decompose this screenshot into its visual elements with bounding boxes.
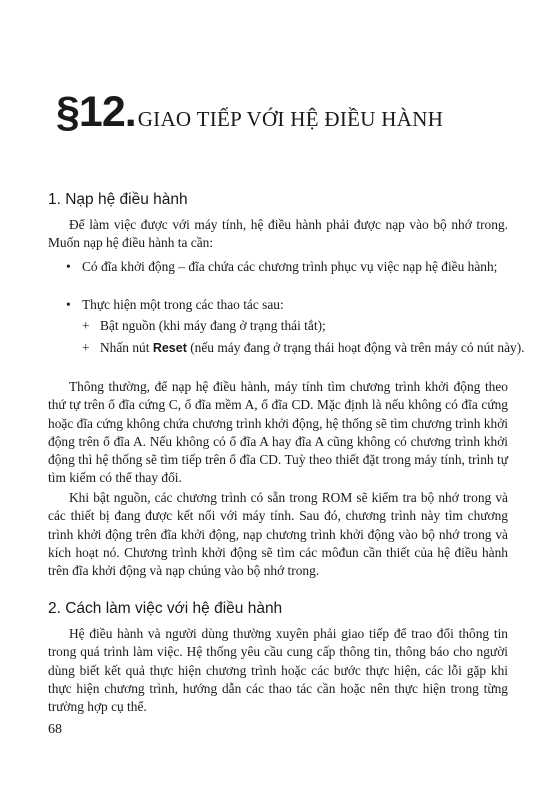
sub-bullet-reset: [82, 339, 528, 357]
section-1-paragraph-boot-order: Thông thường, để nạp hệ điều hành, máy tính tìm chương trình khởi động theo thứ tự trên ổ đĩa cứng C, ổ đĩa mềm A, ổ đĩa CD. Mặc định là nếu không có đĩa cứng hoặc đĩa cứng không chứa chương trình khởi động, hệ thống sẽ tìm chương trình khởi động trên ổ đĩa A. Nếu không có ổ đĩa A hay đĩa A cũng không có chương trình khởi động thì hệ thống sẽ tìm tiếp trên ổ đĩa CD. Tuỳ theo thiết đặt trong máy tính, trình tự tìm kiếm có thể thay đổi.: [48, 379, 508, 486]
bullet-actions: [66, 296, 525, 314]
section-2-paragraph: Hệ điều hành và người dùng thường xuyên phải giao tiếp để trao đổi thông tin trong quá trình làm việc. Hệ thống yêu cầu cung cấp thông tin, thông báo cho người dùng biết kết quả thực hiện chương trình hoặc các bước thực hiện, các lỗi gặp khi thực hiện chương trình, hướng dẫn các thao tác cần hoặc nên thực hiện trong từng trường hợp cụ thể.: [48, 626, 508, 715]
bullet-text: Thực hiện một trong các thao tác sau:: [82, 297, 284, 312]
section-2-heading: 2. Cách làm việc với hệ điều hành: [48, 600, 283, 617]
sub-bullet-power-on: [82, 317, 528, 335]
bullet-marker: •: [66, 259, 71, 274]
sub-bullet-text-end: (nếu máy đang ở trạng thái hoạt động và trên máy có nút này).: [186, 340, 525, 355]
sub-bullet-marker: +: [82, 340, 90, 355]
page-number: 68: [48, 722, 62, 737]
section-1-paragraph-rom: Khi bật nguồn, các chương trình có sẵn trong ROM sẽ kiểm tra bộ nhớ trong và các thiết bị đang được kết nối với máy tính. Sau đó, chương trình này tìm chương trình khởi động trên đĩa khởi động, nạp chương trình khởi động vào bộ nhớ trong và kích hoạt nó. Chương trình khởi động sẽ tìm các môđun cần thiết của hệ điều hành trên đĩa khởi động và nạp chúng vào bộ nhớ trong.: [48, 490, 508, 579]
sub-bullet-text: Bật nguồn (khi máy đang ở trạng thái tắt);: [100, 318, 326, 333]
chapter-number: §12.: [56, 88, 136, 136]
section-1-intro: Để làm việc được với máy tính, hệ điều hành phải được nạp vào bộ nhớ trong. Muốn nạp hệ điều hành ta cần:: [48, 217, 508, 251]
sub-bullet-text-start: Nhấn nút: [100, 340, 153, 355]
bullet-boot-disk: [66, 258, 525, 276]
chapter-title: GIAO TIẾP VỚI HỆ ĐIỀU HÀNH: [137, 107, 444, 131]
section-1-heading: 1. Nạp hệ điều hành: [48, 191, 188, 208]
chapter-heading: [56, 88, 443, 137]
reset-key-label: Reset: [152, 341, 187, 355]
bullet-text: Có đĩa khởi động – đĩa chứa các chương trình phục vụ việc nạp hệ điều hành;: [82, 259, 498, 274]
sub-bullet-marker: +: [82, 318, 90, 333]
bullet-marker: •: [66, 297, 71, 312]
